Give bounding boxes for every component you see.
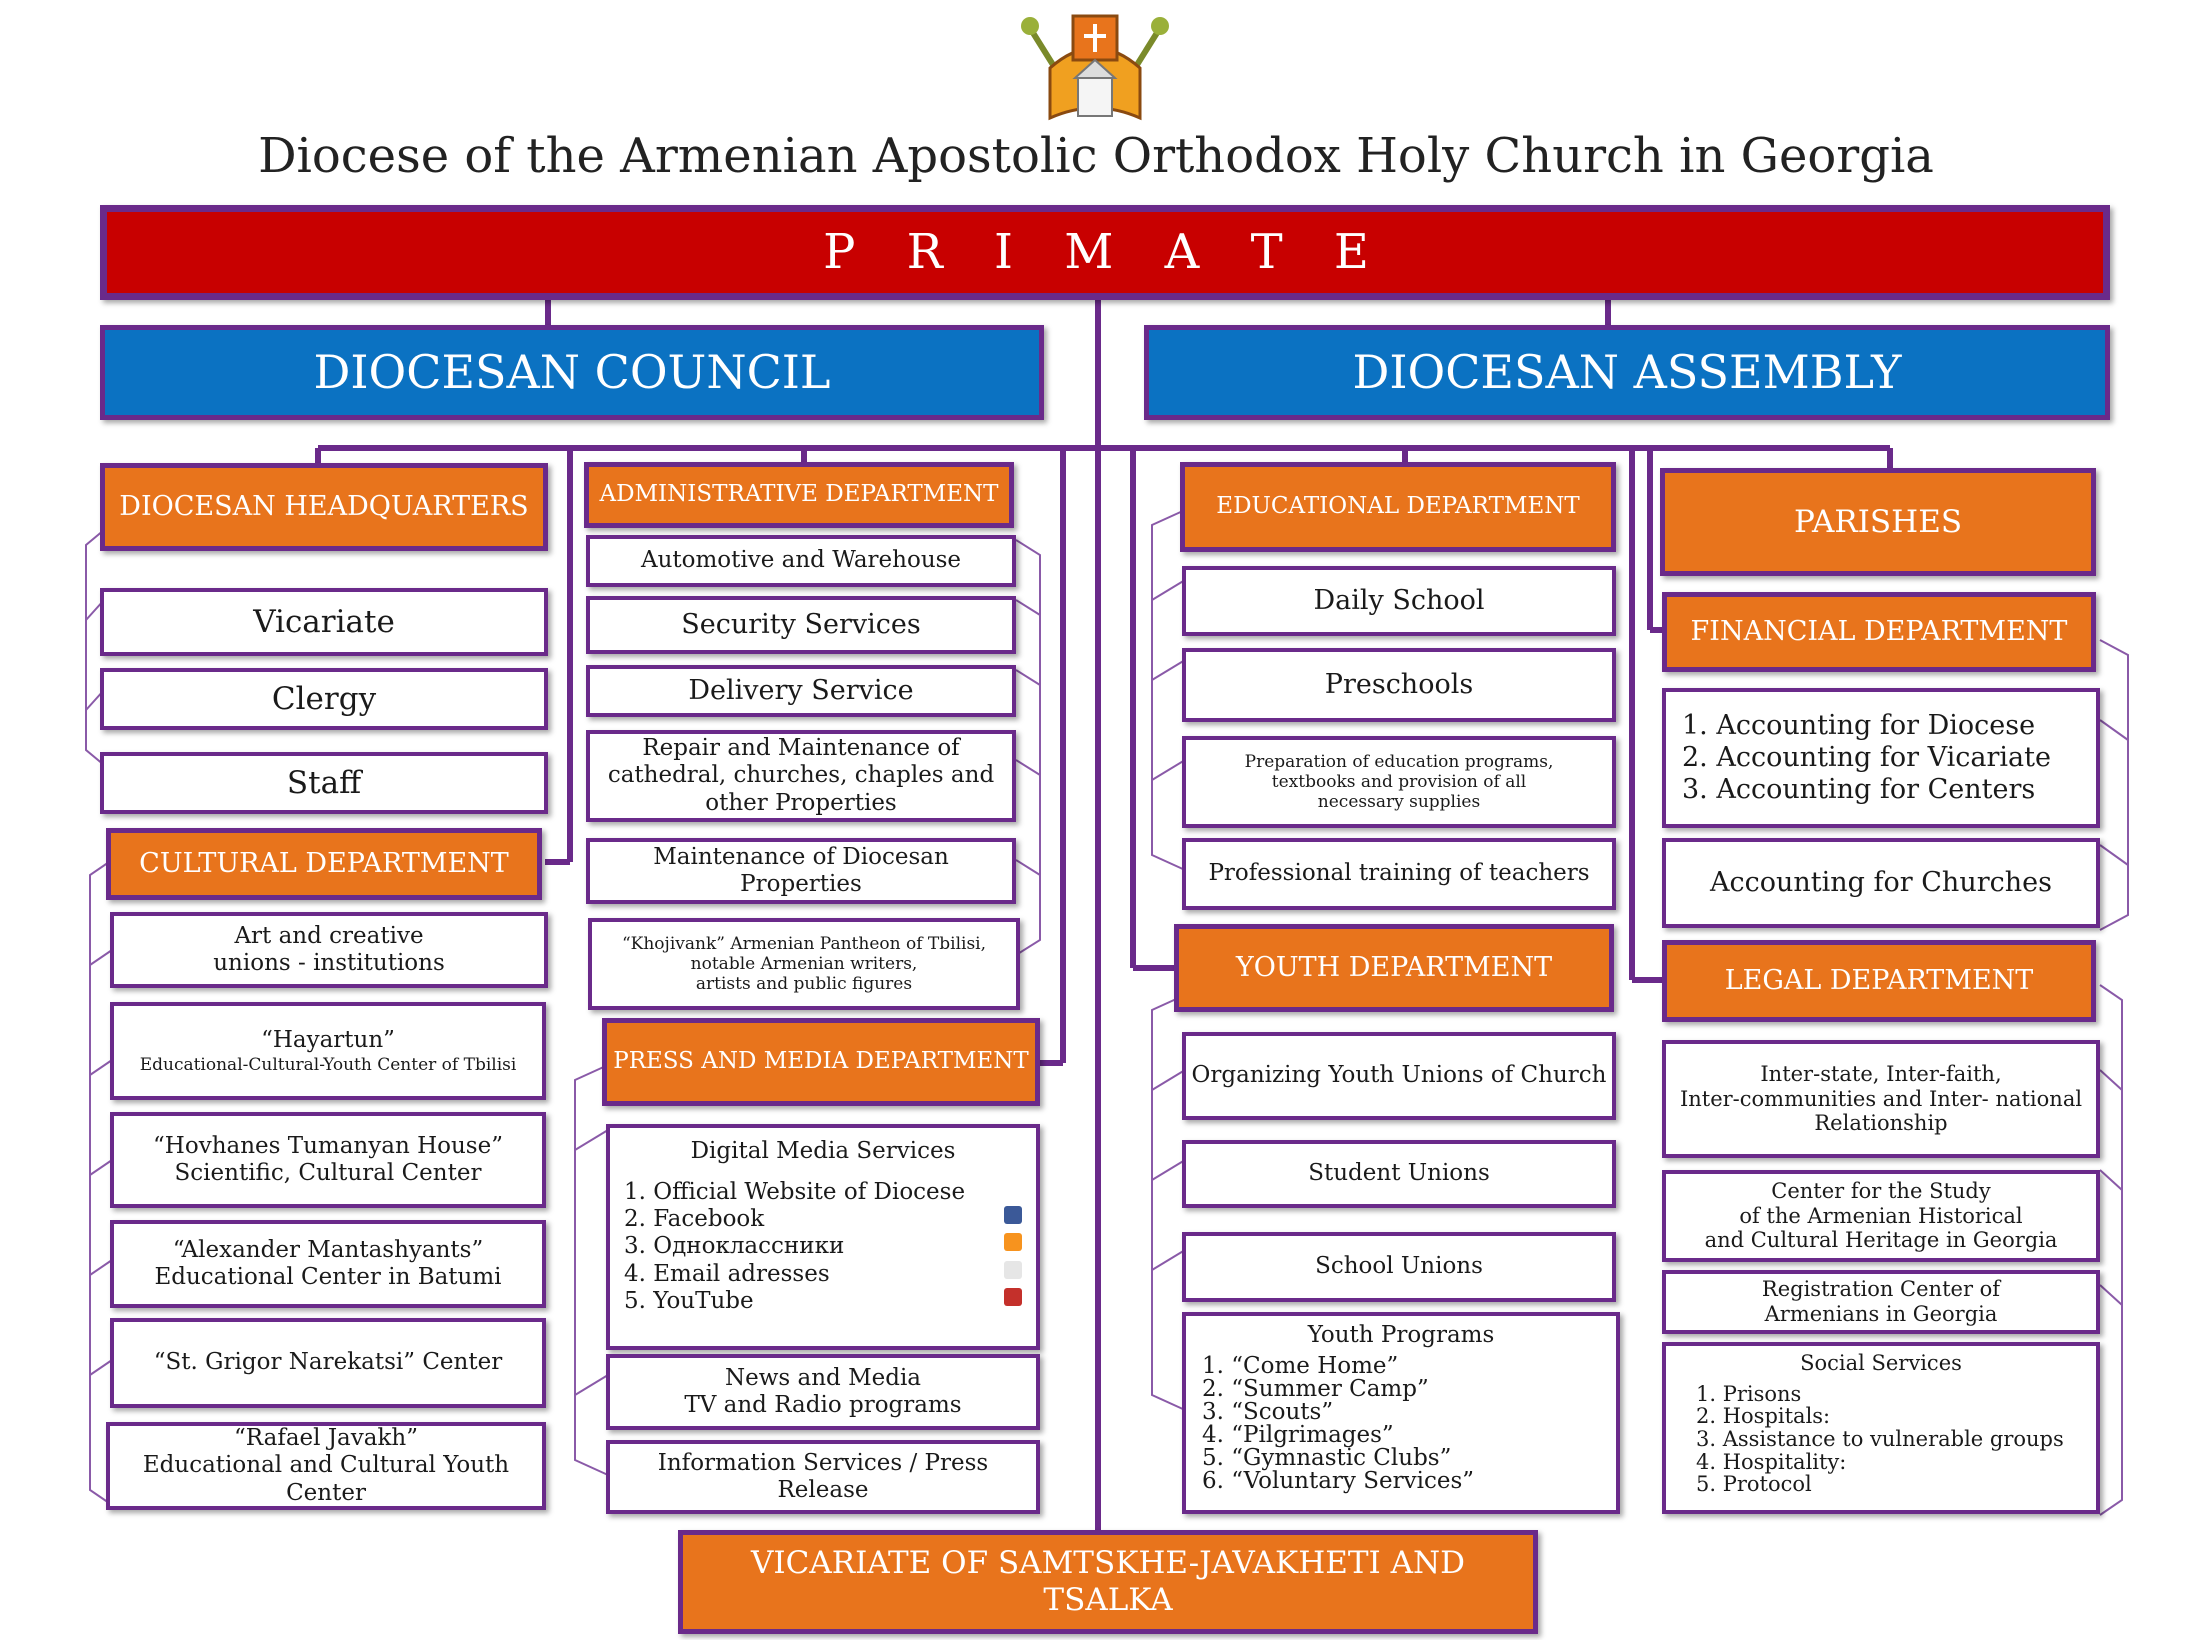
digital-media-title: Digital Media Services xyxy=(690,1138,956,1164)
heritage-study-line2: of the Armenian Historical xyxy=(1739,1203,2023,1228)
school-unions-label: School Unions xyxy=(1315,1253,1483,1280)
educational-department-title: EDUCATIONAL DEPARTMENT xyxy=(1216,493,1580,520)
social-services-box xyxy=(1662,1342,2100,1514)
heritage-study-line1: Center for the Study xyxy=(1771,1178,1991,1203)
rafael-javakh-line1: “Rafael Javakh” xyxy=(234,1425,418,1452)
rafael-javakh-box xyxy=(106,1422,546,1510)
staff-label: Staff xyxy=(286,764,362,801)
accounting-item: 1. Accounting for Diocese xyxy=(1682,710,2036,742)
teacher-training-label: Professional training of teachers xyxy=(1208,860,1590,887)
education-programs-box xyxy=(1182,736,1616,828)
registration-center-box xyxy=(1662,1270,2100,1334)
digital-media-box xyxy=(606,1124,1040,1350)
khojivank-line1: “Khojivank” Armenian Pantheon of Tbilisi, xyxy=(621,933,987,954)
digital-media-item: 1. Official Website of Diocese xyxy=(624,1179,966,1206)
security-services-box xyxy=(586,596,1016,654)
accounting-item: 3. Accounting for Centers xyxy=(1682,773,2036,805)
vicariate-samtskhe-label: VICARIATE OF SAMTSKHE-JAVAKHETI AND TSALKA xyxy=(750,1545,1465,1618)
tumanyan-line1: “Hovhanes Tumanyan House” xyxy=(153,1132,503,1159)
tumanyan-house-box xyxy=(110,1112,546,1208)
digital-media-item: 2. Facebook xyxy=(624,1206,1022,1233)
tumanyan-line2: Scientific, Cultural Center xyxy=(174,1160,482,1186)
youth-unions-box xyxy=(1182,1032,1616,1120)
education-programs-line1: Preparation of education programs, xyxy=(1244,751,1554,772)
facebook-icon xyxy=(1004,1206,1022,1224)
security-services-label: Security Services xyxy=(681,609,921,641)
youth-programs-box xyxy=(1182,1312,1620,1514)
diocesan-headquarters-box xyxy=(100,463,548,551)
interstate-line1: Inter-state, Inter-faith, xyxy=(1760,1061,2002,1086)
church-crest-icon xyxy=(1010,8,1180,140)
narekatsi-box xyxy=(110,1318,546,1408)
accounting-churches-box xyxy=(1662,838,2100,928)
youth-program-item: 1. “Come Home” xyxy=(1202,1353,1399,1379)
social-service-item: 4. Hospitality: xyxy=(1696,1449,1847,1474)
mantashyants-line1: “Alexander Mantashyants” xyxy=(172,1236,484,1263)
social-service-item: 1. Prisons xyxy=(1696,1381,1802,1406)
digital-media-item: 3. Одноклассники xyxy=(624,1233,1022,1260)
education-programs-line3: necessary supplies xyxy=(1317,792,1481,813)
youth-department-box xyxy=(1174,924,1614,1012)
hayartun-line1: “Hayartun” xyxy=(261,1027,395,1054)
repair-maintenance-box xyxy=(586,730,1016,822)
digital-media-list xyxy=(624,1179,1022,1315)
interstate-relations-box xyxy=(1662,1040,2100,1158)
diocesan-council-box xyxy=(100,325,1044,420)
press-media-department-title: PRESS AND MEDIA DEPARTMENT xyxy=(613,1048,1029,1075)
financial-department-box xyxy=(1662,592,2096,672)
information-services-box xyxy=(606,1440,1040,1514)
school-unions-box xyxy=(1182,1232,1616,1302)
primate-label: P R I M A T E xyxy=(823,224,1387,281)
staff-box xyxy=(100,752,548,814)
khojivank-box xyxy=(588,918,1020,1010)
preschools-label: Preschools xyxy=(1324,669,1474,701)
education-programs-line2: textbooks and provision of all xyxy=(1271,771,1527,792)
cultural-department-title: CULTURAL DEPARTMENT xyxy=(139,848,509,880)
daily-school-label: Daily School xyxy=(1313,585,1485,617)
maintenance-properties-label: Maintenance of Diocesan Properties xyxy=(653,843,949,897)
social-service-item: 3. Assistance to vulnerable groups xyxy=(1696,1427,2064,1452)
youtube-icon xyxy=(1004,1288,1022,1306)
mantashyants-line2: Educational Center in Batumi xyxy=(154,1264,502,1290)
clergy-box xyxy=(100,668,548,730)
youth-program-item: 6. “Voluntary Services” xyxy=(1202,1468,1475,1494)
odnoklassniki-icon xyxy=(1004,1233,1022,1251)
hayartun-box xyxy=(110,1002,546,1100)
teacher-training-box xyxy=(1182,838,1616,910)
financial-department-title: FINANCIAL DEPARTMENT xyxy=(1690,616,2068,648)
email-icon xyxy=(1004,1261,1022,1279)
heritage-study-box xyxy=(1662,1170,2100,1262)
information-services-label: Information Services / Press Release xyxy=(657,1449,989,1503)
registration-line1: Registration Center of xyxy=(1761,1277,2001,1302)
clergy-label: Clergy xyxy=(271,680,377,717)
social-service-item: 5. Protocol xyxy=(1696,1472,1812,1497)
page-title: Diocese of the Armenian Apostolic Orthodox Holy Church in Georgia xyxy=(258,128,1934,184)
youth-programs-list xyxy=(1202,1355,1600,1493)
student-unions-box xyxy=(1182,1140,1616,1208)
social-service-item: 2. Hospitals: xyxy=(1696,1404,1831,1429)
news-media-box xyxy=(606,1354,1040,1430)
vicariate-label: Vicariate xyxy=(253,603,395,640)
youth-program-item: 5. “Gymnastic Clubs” xyxy=(1202,1445,1452,1471)
youth-programs-title: Youth Programs xyxy=(1307,1322,1495,1348)
legal-department-box xyxy=(1662,940,2096,1022)
administrative-department-title: ADMINISTRATIVE DEPARTMENT xyxy=(599,481,999,508)
diocesan-council-label: DIOCESAN COUNCIL xyxy=(313,345,831,400)
khojivank-line3: artists and public figures xyxy=(695,974,913,995)
diocesan-assembly-box xyxy=(1144,325,2110,420)
youth-department-title: YOUTH DEPARTMENT xyxy=(1235,952,1553,984)
digital-media-item: 5. YouTube xyxy=(624,1288,1022,1315)
rafael-javakh-line2: Educational and Cultural Youth Center xyxy=(142,1452,510,1506)
mantashyants-box xyxy=(110,1220,546,1308)
art-unions-line1: Art and creative xyxy=(234,922,424,949)
educational-department-box xyxy=(1180,462,1616,552)
youth-program-item: 4. “Pilgrimages” xyxy=(1202,1422,1394,1448)
automotive-box xyxy=(586,535,1016,587)
daily-school-box xyxy=(1182,566,1616,636)
diocesan-headquarters-title: DIOCESAN HEADQUARTERS xyxy=(119,491,529,523)
heritage-study-line3: and Cultural Heritage in Georgia xyxy=(1704,1228,2058,1253)
vicariate-box xyxy=(100,588,548,656)
accounting-list xyxy=(1682,710,2080,806)
hayartun-line2: Educational-Cultural-Youth Center of Tbilisi xyxy=(139,1054,517,1075)
accounting-item: 2. Accounting for Vicariate xyxy=(1682,742,2051,774)
diocesan-assembly-label: DIOCESAN ASSEMBLY xyxy=(1352,345,1902,400)
repair-maintenance-label: Repair and Maintenance of cathedral, churches, chaples and other Properties xyxy=(607,735,995,816)
social-services-list xyxy=(1696,1383,2066,1496)
youth-program-item: 3. “Scouts” xyxy=(1202,1399,1334,1425)
accounting-list-box xyxy=(1662,688,2100,828)
delivery-service-label: Delivery Service xyxy=(688,675,914,707)
primate-box xyxy=(100,205,2110,300)
social-services-title: Social Services xyxy=(1800,1351,1962,1375)
digital-media-item: 4. Email adresses xyxy=(624,1261,1022,1288)
parishes-box xyxy=(1660,468,2096,576)
legal-department-title: LEGAL DEPARTMENT xyxy=(1724,965,2034,997)
art-unions-box xyxy=(110,912,548,988)
student-unions-label: Student Unions xyxy=(1308,1160,1490,1187)
interstate-line2: Inter-communities and Inter- national xyxy=(1679,1086,2083,1111)
art-unions-line2: unions - institutions xyxy=(213,950,445,976)
accounting-churches-label: Accounting for Churches xyxy=(1710,867,2052,899)
khojivank-line2: notable Armenian writers, xyxy=(690,953,918,974)
interstate-line3: Relationship xyxy=(1814,1111,1948,1136)
youth-program-item: 2. “Summer Camp” xyxy=(1202,1376,1429,1402)
news-media-line1: News and Media xyxy=(724,1364,922,1391)
delivery-service-box xyxy=(586,665,1016,717)
registration-line2: Armenians in Georgia xyxy=(1764,1302,1998,1326)
parishes-label: PARISHES xyxy=(1793,503,1963,540)
maintenance-properties-box xyxy=(586,838,1016,904)
cultural-department-box xyxy=(106,828,542,900)
press-media-department-box xyxy=(602,1018,1040,1106)
youth-unions-label: Organizing Youth Unions of Church xyxy=(1191,1062,1607,1089)
preschools-box xyxy=(1182,648,1616,722)
narekatsi-line1: “St. Grigor Narekatsi” Center xyxy=(153,1349,503,1376)
automotive-label: Automotive and Warehouse xyxy=(640,547,962,574)
news-media-line2: TV and Radio programs xyxy=(684,1392,962,1418)
administrative-department-box xyxy=(584,462,1014,528)
vicariate-samtskhe-box xyxy=(678,1530,1538,1634)
